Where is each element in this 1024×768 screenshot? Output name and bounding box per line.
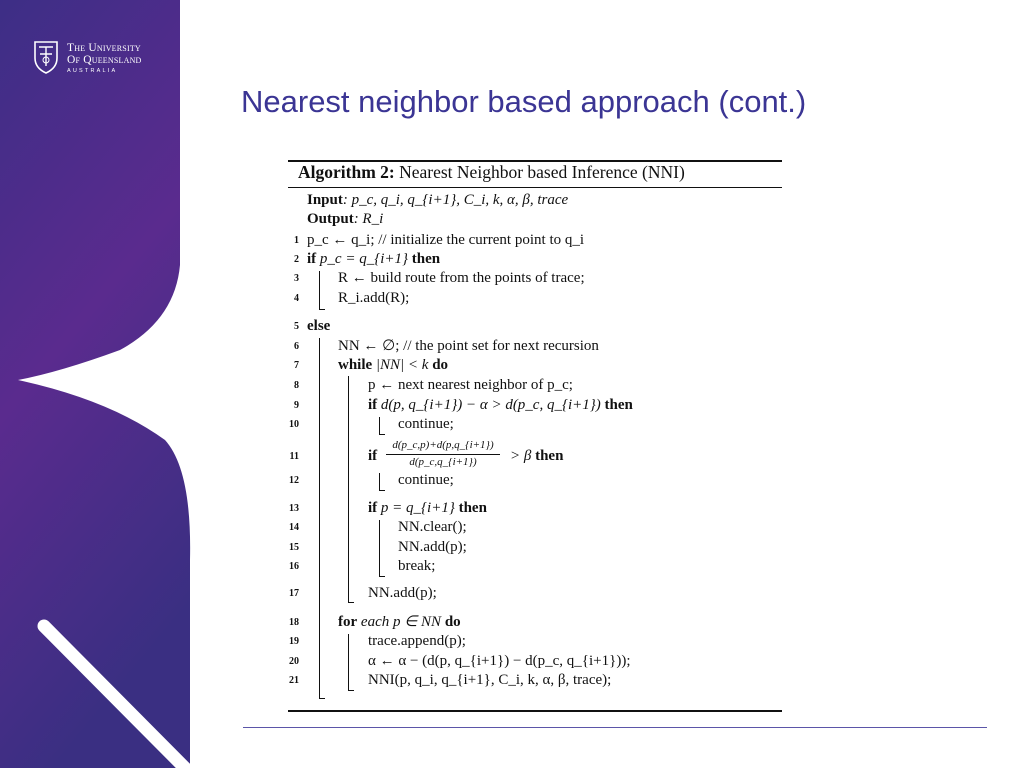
algorithm-header	[298, 162, 685, 183]
code-text: NN ← ∅; // the point set for next recursion	[338, 338, 599, 354]
keyword: do	[444, 614, 461, 630]
indent-tick	[379, 434, 385, 435]
code-text: each	[360, 614, 390, 630]
indent-tick	[379, 576, 385, 577]
algorithm-input	[307, 191, 568, 209]
keyword: then	[604, 397, 633, 413]
purple-side-panel	[0, 0, 190, 768]
code-text: NN.clear();	[398, 519, 467, 535]
line-number: 17	[289, 588, 299, 599]
line-number: 19	[289, 636, 299, 647]
code-line-12	[398, 471, 454, 489]
line-number: 13	[289, 503, 299, 514]
code-text: |NN| < k	[375, 357, 429, 373]
university-name-line2: Of Queensland	[67, 54, 142, 66]
code-text: p ∈ NN	[392, 614, 442, 630]
code-line-17	[368, 584, 437, 602]
line-number: 14	[289, 522, 299, 533]
algorithm-header-rule	[288, 187, 782, 188]
keyword: do	[432, 357, 449, 373]
code-text: d(p, q_{i+1}) − α > d(p_c, q_{i+1})	[380, 397, 601, 413]
keyword: if	[368, 500, 378, 516]
keyword: then	[458, 500, 487, 516]
code-text: p ← next nearest neighbor of p_c;	[368, 377, 573, 393]
code-line-10	[398, 415, 454, 433]
code-line-8	[368, 376, 573, 394]
line-number: 12	[289, 475, 299, 486]
indent-tick	[348, 690, 354, 691]
code-text: R_i.add(R);	[338, 290, 410, 306]
keyword: while	[338, 357, 373, 373]
code-text: trace.append(p);	[368, 633, 466, 649]
keyword: else	[307, 318, 331, 334]
indent-tick	[319, 309, 325, 310]
line-number: 20	[289, 656, 299, 667]
code-line-13	[368, 499, 487, 517]
university-name-line1: The University	[67, 42, 141, 54]
code-text: p = q_{i+1}	[380, 500, 455, 516]
code-text: α ← α − (d(p, q_{i+1}) − d(p_c, q_{i+1}));	[368, 653, 631, 669]
shield-crest-icon	[33, 40, 59, 74]
indent-tick	[348, 602, 354, 603]
code-line-6	[338, 337, 599, 355]
code-text: continue;	[398, 416, 454, 432]
code-text: p_c = q_{i+1}	[319, 251, 408, 267]
algorithm-bottom-rule	[288, 710, 782, 712]
code-text: R ← build route from the points of trace;	[338, 270, 585, 286]
code-line-7	[338, 356, 448, 374]
code-line-11	[368, 447, 377, 465]
code-line-18	[338, 613, 461, 631]
code-line-11-rest	[510, 447, 563, 465]
fraction-denominator: d(p_c,q_{i+1})	[409, 456, 477, 468]
line-number: 8	[294, 380, 299, 391]
line-number: 3	[294, 273, 299, 284]
output-value: : R_i	[353, 211, 384, 227]
code-text: continue;	[398, 472, 454, 488]
keyword: if	[368, 448, 378, 464]
university-name-line3: AUSTRALIA	[67, 68, 118, 74]
line-number: 21	[289, 675, 299, 686]
algorithm-header-text: Nearest Neighbor based Inference (NNI)	[399, 162, 685, 182]
indent-bar	[319, 271, 320, 309]
indent-bar	[379, 520, 380, 576]
algorithm-output	[307, 210, 383, 228]
line-number: 4	[294, 293, 299, 304]
input-label: Input	[307, 192, 343, 208]
output-label: Output	[307, 211, 354, 227]
code-line-14	[398, 518, 467, 536]
line-number: 18	[289, 617, 299, 628]
code-text: NNI(p, q_i, q_{i+1}, C_i, k, α, β, trace);	[368, 672, 612, 688]
indent-bar	[379, 417, 380, 434]
algorithm-header-label: Algorithm 2:	[298, 162, 395, 182]
code-text: p_c ← q_i; // initialize the current point to q_i	[307, 232, 585, 248]
indent-bar	[348, 634, 349, 690]
indent-bar	[319, 338, 320, 698]
code-text: NN.add(p);	[398, 539, 467, 555]
code-text: > β	[510, 448, 532, 464]
code-line-5	[307, 317, 330, 335]
code-text: NN.add(p);	[368, 585, 437, 601]
indent-bar	[348, 376, 349, 602]
footer-divider	[243, 727, 987, 728]
code-line-19	[368, 632, 466, 650]
line-number: 9	[294, 400, 299, 411]
line-number: 5	[294, 321, 299, 332]
keyword: for	[338, 614, 358, 630]
line-number: 15	[289, 542, 299, 553]
code-line-16	[398, 557, 435, 575]
code-line-20	[368, 652, 631, 670]
code-line-1	[307, 231, 584, 249]
input-value: : p_c, q_i, q_{i+1}, C_i, k, α, β, trace	[342, 192, 569, 208]
fraction-numerator: d(p_c,p)+d(p,q_{i+1})	[392, 439, 494, 451]
keyword: then	[535, 448, 564, 464]
indent-tick	[319, 698, 325, 699]
algorithm-block	[288, 160, 782, 712]
indent-bar	[379, 473, 380, 490]
line-number: 1	[294, 235, 299, 246]
line-number: 10	[289, 419, 299, 430]
code-line-9	[368, 396, 633, 414]
keyword: then	[411, 251, 441, 267]
code-line-4	[338, 289, 409, 307]
code-line-21	[368, 671, 611, 689]
line-number: 11	[289, 451, 299, 462]
line-number: 6	[294, 341, 299, 352]
line-number: 16	[289, 561, 299, 572]
line-number: 2	[294, 254, 299, 265]
keyword: if	[368, 397, 378, 413]
code-line-2	[307, 250, 440, 268]
keyword: if	[307, 251, 317, 267]
line-number: 7	[294, 360, 299, 371]
code-line-3	[338, 269, 585, 287]
slide-title: Nearest neighbor based approach (cont.)	[241, 84, 807, 119]
fraction-bar	[386, 454, 500, 455]
code-line-15	[398, 538, 467, 556]
university-logo	[33, 40, 173, 80]
indent-tick	[379, 490, 385, 491]
code-text: break;	[398, 558, 436, 574]
